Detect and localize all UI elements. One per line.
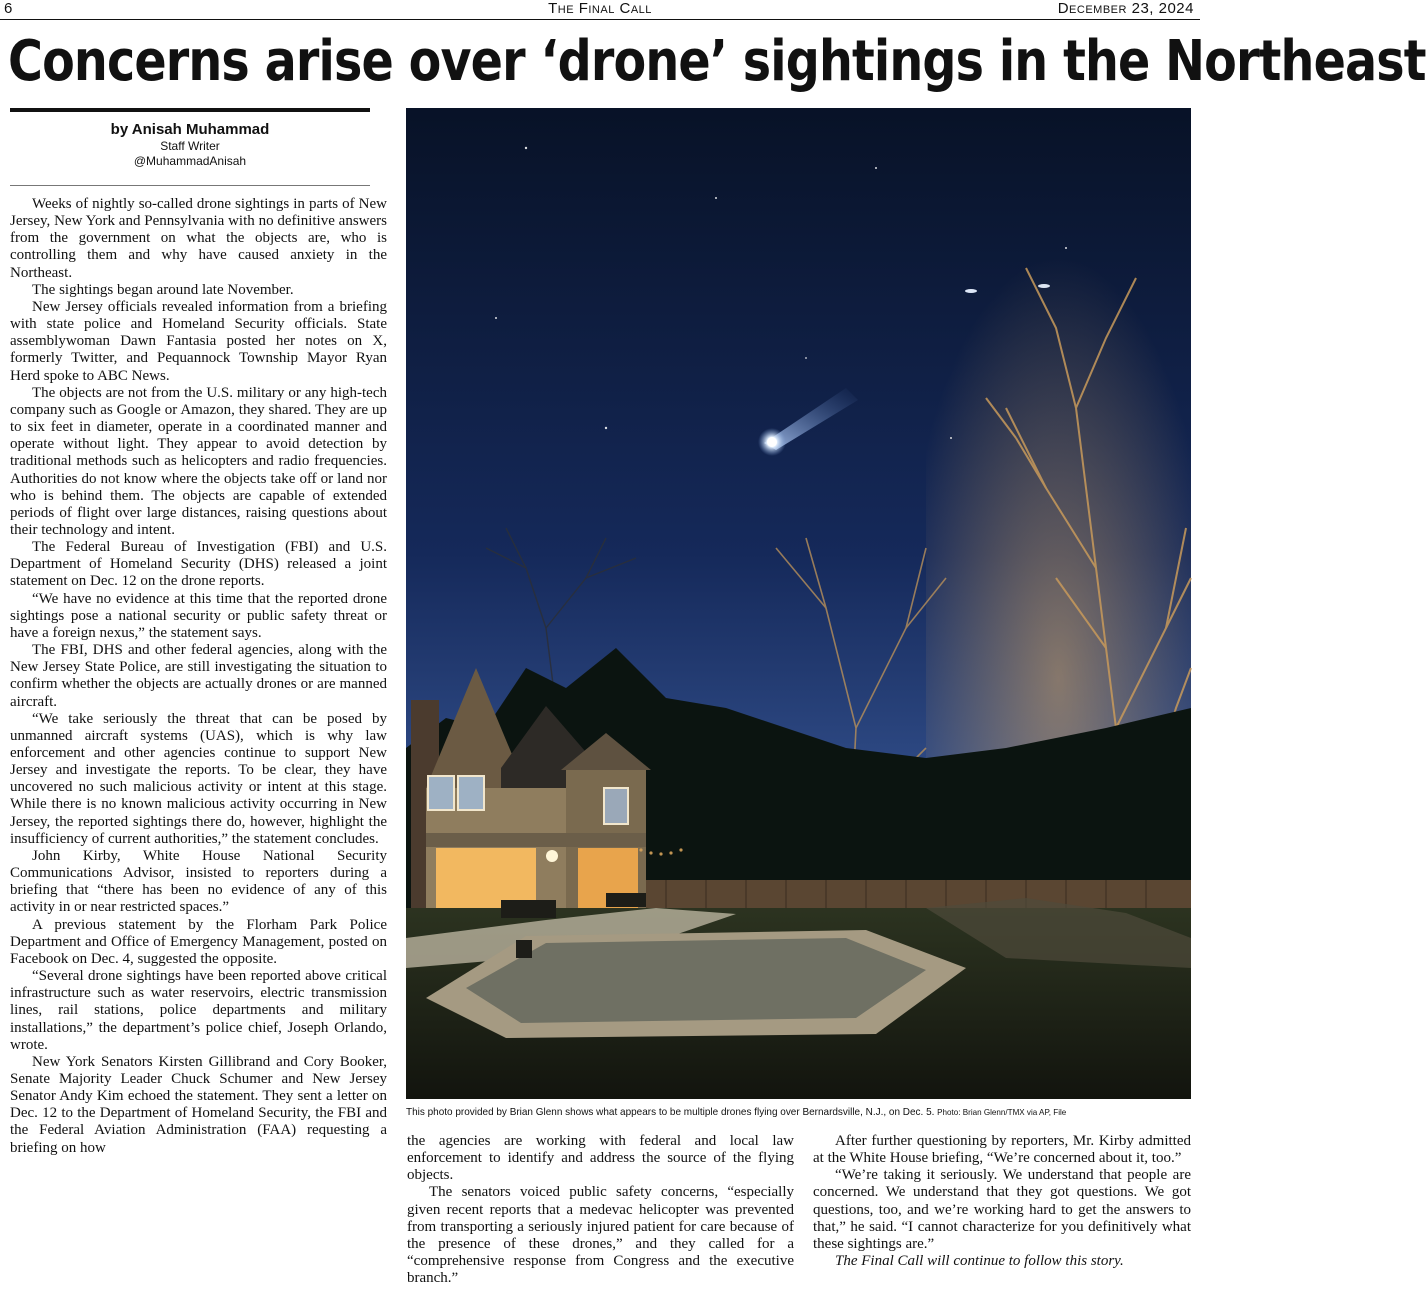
article-column-1 <box>10 196 387 1296</box>
paragraph: The sightings began around late November. <box>32 281 294 298</box>
paragraph: “We have no evidence at this time that the reported drone sightings pose a national security or public safety threat or have a foreign nexus,” the statement says. <box>10 590 387 641</box>
paragraph: “We take seriously the threat that can be posed by unmanned aircraft systems (UAS), which is why law enforcement and other agencies continue to support New Jersey and investigate the reports. To be clear, they have uncovered no such malicious activity or intent at this stage. While there is no known malicious activity occurring in New Jersey, the reported sightings there do, however, highlight the insufficiency of current authorities,” the statement concludes. <box>10 710 387 847</box>
newspaper-name: The Final Call <box>548 0 652 17</box>
paragraph: After further questioning by reporters, Mr. Kirby admitted at the White House briefing, “We’re concerned about it, too.” <box>813 1133 1191 1167</box>
issue-date: December 23, 2024 <box>1057 0 1194 17</box>
article-headline: Concerns arise over ‘drone’ sightings in the Northeast <box>8 29 1426 94</box>
paragraph: The objects are not from the U.S. military or any high-tech company such as Google or Amazon, they shared. They are up to six feet in diameter, operate in a coordinated manner and operate without light. They appear to avoid detection by traditional methods such as helicopters and radio frequencies. Authorities do not know where the objects take off or land nor who is behind them. The objects are capable of extended periods of flight over large distances, raising questions about their technology and intent. <box>10 384 387 538</box>
byline-handle: @MuhammadAnisah <box>133 154 247 168</box>
fence <box>646 880 1191 912</box>
byline-author: by Anisah Muhammad <box>110 121 270 138</box>
photo-credit: Photo: Brian Glenn/TMX via AP, File <box>937 1107 1067 1117</box>
paragraph: The Federal Bureau of Investigation (FBI) and U.S. Department of Homeland Security (DHS) released a joint statement on Dec. 12 on the drone reports. <box>10 539 387 590</box>
paragraph: The FBI, DHS and other federal agencies, along with the New Jersey State Police, are still investigating the situation to confirm whether the objects are actually drones or are manned aircraft. <box>10 642 387 710</box>
pool-cover <box>466 938 926 1023</box>
page-folio <box>0 0 1200 20</box>
page-number: 6 <box>4 0 13 17</box>
paragraph: “We’re taking it seriously. We understand that people are concerned. We understand that they got questions. We got questions, too, and we’re working hard to get the answers to that,” he said. “I cannot characterize for you definitively what these sightings are.” <box>813 1167 1191 1252</box>
paragraph: the agencies are working with federal and local law enforcement to identify and address the source of the flying objects. <box>407 1133 794 1184</box>
article-column-2 <box>407 1133 794 1293</box>
byline-role: Staff Writer <box>160 139 220 153</box>
paragraph: John Kirby, White House National Security Communications Advisor, insisted to reporters during a briefing that “there has been no evidence of any of this activity in or near restricted spaces.” <box>10 847 387 916</box>
article-column-3 <box>813 1133 1191 1293</box>
article-photo <box>406 108 1191 1099</box>
byline <box>10 121 370 169</box>
paragraph: Weeks of nightly so-called drone sightings in parts of New Jersey, New York and Pennsylvania with no definitive answers from the government on what the objects are, who is controlling them and why have caused anxiety in the Northeast. <box>10 196 387 281</box>
byline-divider <box>10 185 370 186</box>
paragraph: The senators voiced public safety concerns, “especially given recent reports that a medevac helicopter was prevented from transporting a seriously injured patient for care because of the presence of these drones,” and they called for a “comprehensive response from Congress and the executive branch.” <box>407 1184 794 1287</box>
photo-caption-text: This photo provided by Brian Glenn shows what appears to be multiple drones flying over Bernardsville, N.J., on Dec. 5. <box>406 1106 935 1118</box>
byline-rule <box>10 108 370 112</box>
paragraph: “Several drone sightings have been reported above critical infrastructure such as water reservoirs, electric transmission lines, rail stations, police departments and military installations,” the department’s police chief, Joseph Orlando, wrote. <box>10 968 387 1053</box>
photo-caption <box>406 1106 1153 1119</box>
paragraph: New Jersey officials revealed information from a briefing with state police and Homeland Security officials. State assemblywoman Dawn Fantasia posted her notes on X, formerly Twitter, and Pequannock Township Mayor Ryan Herd spoke to ABC News. <box>10 298 387 384</box>
paragraph: A previous statement by the Florham Park Police Department and Office of Emergency Management, posted on Facebook on Dec. 4, suggested the opposite. <box>10 916 387 967</box>
paragraph: New York Senators Kirsten Gillibrand and Cory Booker, Senate Majority Leader Chuck Schumer and New Jersey Senator Andy Kim echoed the statement. They sent a letter on Dec. 12 to the Department of Homeland Security, the FBI and the Federal Aviation Administration (FAA) requesting a briefing on how <box>10 1053 387 1156</box>
article-signoff: The Final Call will continue to follow this story. <box>835 1253 1124 1270</box>
